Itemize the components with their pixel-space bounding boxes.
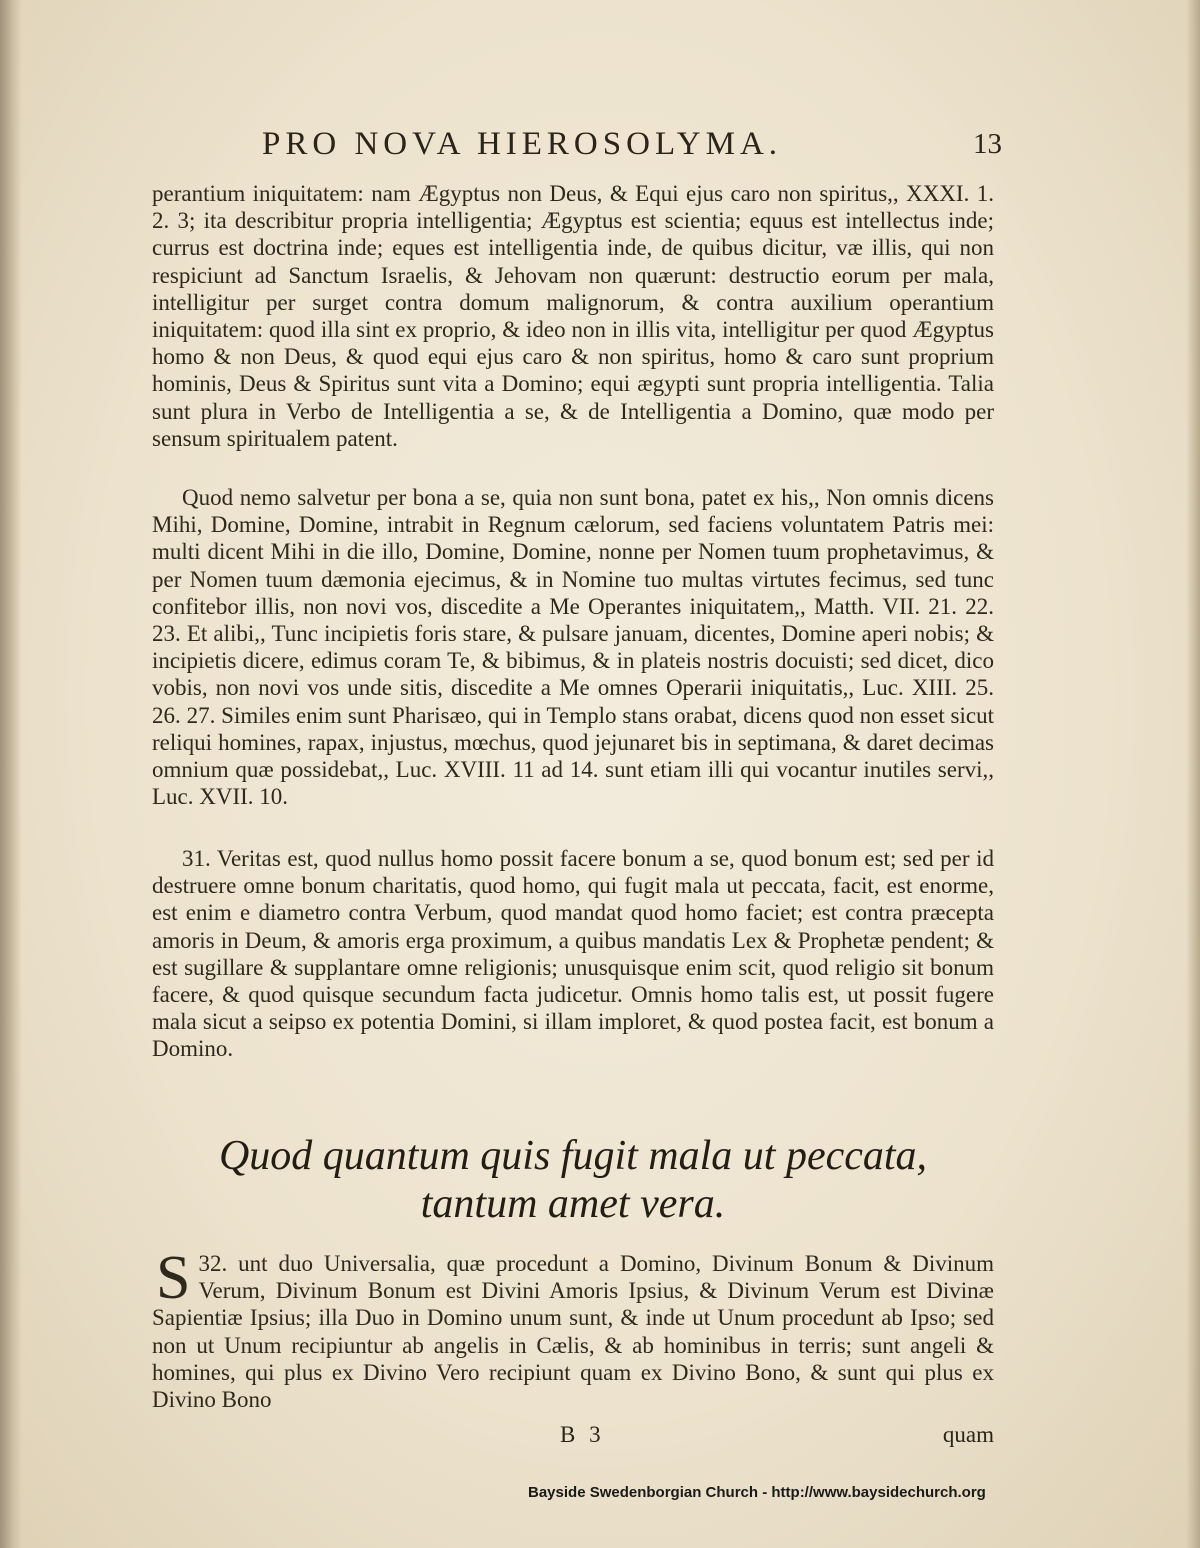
section-heading-line-1: Quod quantum quis fugit mala ut peccata,: [218, 1133, 928, 1179]
paragraph-32-text: unt duo Universalia, quæ procedunt a Domino, Divinum Bonum & Divinum Verum, Divinum Bonum est Divini Amoris Ipsius, & Divinum Verum est Divinæ Sapientiæ Ipsius; illa Duo in Domino unum sunt, & inde ut Unum procedunt ab Ipso; sed non ut Unum recipiuntur ab angelis in Cælis, & ab hominibus in terris; sunt angeli & homines, qui plus ex Divino Vero recipiunt quam ex Divino Bono, & sunt qui plus ex Divino Bono: [152, 1251, 994, 1413]
paragraph-number: 32.: [198, 1251, 228, 1276]
paragraph-quod-nemo: Quod nemo salvetur per bona a se, quia non sunt bona, patet ex his,, Non omnis dicens Mihi, Domine, Domine, intrabit in Regnum cælorum, sed faciens voluntatem Patris mei: multi dicent Mihi in die illo, Domine, Domine, nonne per Nomen tuum prophetavimus, & per Nomen tuum dæmonia ejecimus, & in Nomine tuo multas virtutes fecimus, sed tunc confitebor illis, non novi vos, discedite a Me Operantes iniquitatem,, Matth. VII. 21. 22. 23. Et alibi,, Tunc incipietis foris stare, & pulsare januam, dicentes, Domine aperi nobis; & incipietis dicere, edimus coram Te, & bibimus, & in plateis nostris docuisti; sed dicet, dico vobis, non novi vos unde sitis, discedite a Me omnes Operarii iniquitatis,, Luc. XIII. 25. 26. 27. Similes enim sunt Pharisæo, qui in Templo stans orabat, dicens quod non esset sicut reliqui homines, rapax, injustus, mœchus, quod jejunaret bis in septimana, & daret decimas omnium quæ possidebat,, Luc. XVIII. 11 ad 14. sunt etiam illi qui vocantur inutiles servi,, Luc. XVII. 10.: [152, 485, 994, 810]
section-heading: [152, 1132, 994, 1228]
paragraph-32: [152, 1244, 994, 1413]
section-heading-line-2: tantum amet vera.: [420, 1181, 726, 1227]
page-footer: [152, 1422, 994, 1452]
running-head: [262, 126, 1002, 170]
catchword: quam: [942, 1422, 994, 1447]
page-number: 13: [973, 128, 1002, 160]
running-head-title: PRO NOVA HIEROSOLYMA.: [262, 126, 783, 162]
paragraph-31: 31. Veritas est, quod nullus homo possit facere bonum a se, quod bonum est; sed per id destruere omne bonum charitatis, quod homo, qui fugit mala ut peccata, facit, est enorme, est enim e diametro contra Verbum, quod mandat quod homo faciet; est contra præcepta amoris in Deum, & amoris erga proximum, a quibus mandatis Lex & Prophetæ pendent; & est sugillare & supplantare omne religionis; unusquisque enim scit, quod religio sit bonum facere, & quod quisque secundum facta judicetur. Omnis homo talis est, ut possit fugere mala sicut a seipso ex potentia Domini, si illam imploret, & quod postea facit, est bonum a Domino.: [152, 846, 994, 1062]
paragraph-continuation: perantium iniquitatem: nam Ægyptus non Deus, & Equi ejus caro non spiritus,, XXXI. 1. 2. 3; ita describitur propria intelligentia; Ægyptus est scientia; equus est intellectus inde; currus est doctrina inde; eques est intelligentia inde, de quibus dicitur, væ illis, qui non respiciunt ad Sanctum Israelis, & Jehovam non quærunt: destructio eorum per mala, intelligitur per surget contra domum malignorum, & contra auxilium operantium iniquitatem: quod illa sint ex proprio, & ideo non in illis vita, intelligitur per quod Ægyptus homo & non Deus, & quod equi ejus caro & non spiritus, homo & caro sunt proprium hominis, Deus & Spiritus sunt vita a Domino; equi ægypti sunt propria intelligentia. Talia sunt plura in Verbo de Intelligentia a se, & de Intelligentia a Domino, quæ modo per sensum spiritualem patent.: [152, 181, 994, 451]
drop-capital: S: [156, 1244, 191, 1312]
watermark-caption: Bayside Swedenborgian Church - http://www.baysidechurch.org: [528, 1484, 986, 1501]
signature-mark: B 3: [560, 1422, 605, 1447]
